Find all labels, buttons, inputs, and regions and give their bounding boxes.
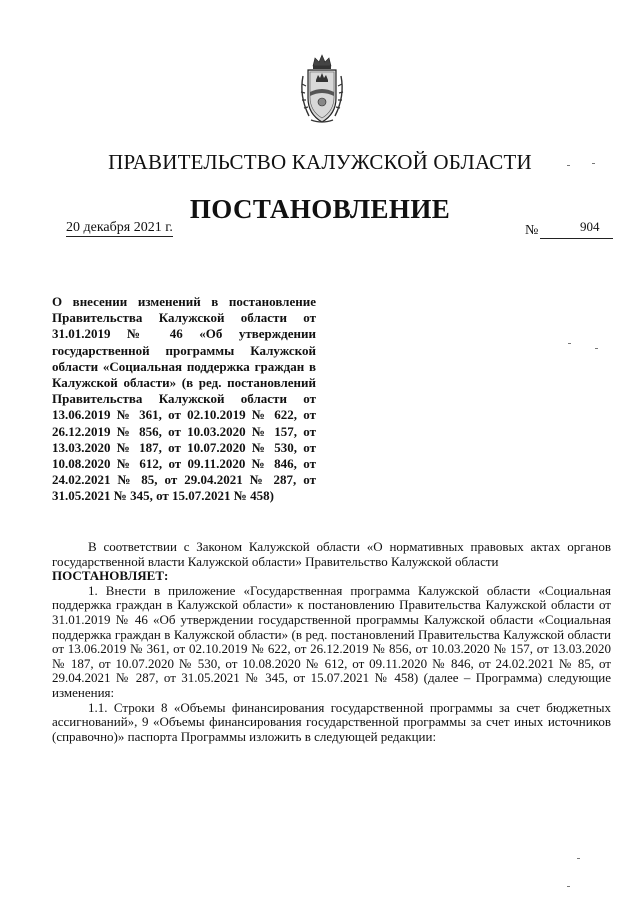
scan-speck bbox=[577, 858, 580, 859]
document-subject: О внесении изменений в постановление Правительства Калужской области от 31.01.2019 № 46 «Об утверждении государственной программы Калужской области «Социальная поддержка граждан в Калужской области» (в ред. постановлений Правительства Калужской области от 13.06.2019 № 361, от 02.10.2019 № 622, от 26.12.2019 № 856, от 10.03.2020 № 157, от 13.03.2020 № 187, от 10.07.2020 № 530, от 10.08.2020 № 612, от 09.11.2020 № 846, от 24.02.2021 № 85, от 29.04.2021 № 287, от 31.05.2021 № 345, от 15.07.2021 № 458) bbox=[52, 294, 316, 504]
document-number-label bbox=[525, 223, 538, 239]
item-1-paragraph: 1. Внести в приложение «Государственная программа Калужской области «Социальная поддержка граждан в Калужской области» к постановлению Правительства Калужской области от 31.01.2019 № 46 «Об утверждении государственной программы Калужской области «Социальная поддержка граждан в Калужской области» (в ред. постановлений Правительства Калужской области от 13.06.2019 № 361, от 02.10.2019 № 622, от 26.12.2019 № 856, от 10.03.2020 № 157, от 13.03.2020 № 187, от 10.07.2020 № 530, от 10.08.2020 № 612, от 09.11.2020 № 846, от 24.02.2021 № 85, от 29.04.2021 № 287, от 31.05.2021 № 345, от 15.07.2021 № 458) (далее – Программа) следующие изменения: bbox=[52, 582, 611, 700]
document-body bbox=[52, 540, 611, 744]
government-name: ПРАВИТЕЛЬСТВО КАЛУЖСКОЙ ОБЛАСТИ bbox=[108, 150, 532, 174]
item-1-1-paragraph: 1.1. Строки 8 «Объемы финансирования государственной программы за счет бюджетных ассигнований», 9 «Объемы финансирования государственной программы за счет иных источников (справочно)» паспорта Программы изложить в следующей редакции: bbox=[52, 699, 611, 744]
scan-speck bbox=[568, 343, 571, 344]
scan-speck bbox=[592, 163, 595, 164]
document-type: ПОСТАНОВЛЕНИЕ bbox=[189, 194, 451, 224]
coat-of-arms-icon bbox=[297, 52, 347, 126]
number-underline bbox=[540, 238, 613, 239]
preamble-paragraph: В соответствии с Законом Калужской области «О нормативных правовых актах органов государственной власти Калужской области» Правительство Калужской области bbox=[52, 539, 611, 569]
scan-speck bbox=[595, 348, 598, 349]
resolves-heading: ПОСТАНОВЛЯЕТ: bbox=[52, 568, 169, 584]
scan-speck bbox=[567, 886, 570, 887]
scan-speck bbox=[567, 165, 570, 166]
document-number: 904 bbox=[580, 219, 600, 234]
number-sign: № bbox=[525, 223, 539, 238]
document-date: 20 декабря 2021 г. bbox=[66, 220, 173, 235]
